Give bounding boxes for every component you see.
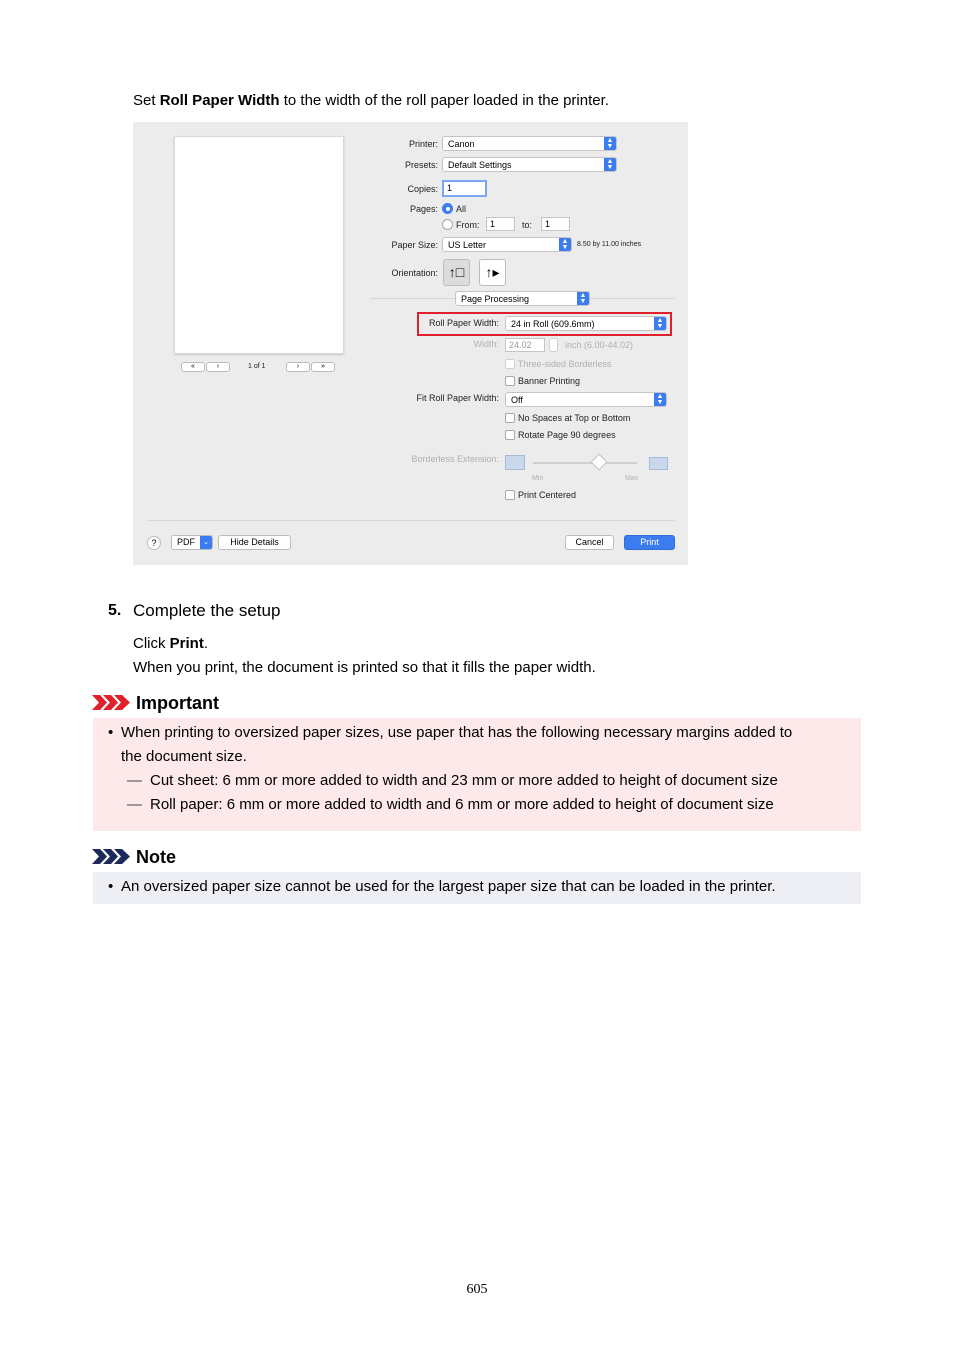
- step-line-1-bold: Print: [169, 635, 204, 652]
- copies-label: Copies:: [407, 184, 438, 194]
- prev-page-button[interactable]: ‹: [206, 362, 230, 372]
- intro-suffix: to the width of the roll paper loaded in the printer.: [279, 92, 609, 109]
- step-line-2: When you print, the document is printed so that it fills the paper width.: [133, 659, 596, 676]
- printer-label: Printer:: [408, 139, 438, 149]
- first-page-button[interactable]: «: [181, 362, 205, 372]
- note-bullet: •: [108, 878, 114, 895]
- width-label: Width:: [473, 339, 499, 349]
- step-title: Complete the setup: [133, 601, 281, 620]
- page-preview: [174, 136, 344, 354]
- important-bullet: •: [108, 724, 114, 741]
- rotate-label: Rotate Page 90 degrees: [518, 430, 616, 440]
- bottom-separator: [147, 520, 675, 521]
- intro-bold: Roll Paper Width: [159, 92, 280, 109]
- extension-slider[interactable]: [533, 462, 637, 464]
- orientation-label: Orientation:: [391, 268, 438, 278]
- no-spaces-label: No Spaces at Top or Bottom: [518, 413, 631, 423]
- pages-from-radio[interactable]: [442, 219, 453, 230]
- three-sided-label: Three-sided Borderless: [518, 359, 612, 369]
- rotate-checkbox[interactable]: [505, 430, 515, 440]
- max-extension-icon: [649, 457, 668, 470]
- presets-value: Default Settings: [448, 160, 512, 170]
- pages-label: Pages:: [409, 204, 438, 214]
- important-dash-1: —: [127, 772, 142, 789]
- from-field[interactable]: 1: [486, 217, 515, 231]
- step-line-1-prefix: Click: [133, 635, 170, 652]
- print-button[interactable]: Print: [624, 535, 675, 550]
- important-text-line-1: When printing to oversized paper sizes, use paper that has the following necessary margins added to: [121, 724, 793, 741]
- important-dash-2: —: [127, 796, 142, 813]
- copies-field[interactable]: 1: [442, 180, 487, 197]
- pages-from-label: From:: [456, 220, 480, 230]
- section-value: Page Processing: [461, 294, 530, 304]
- printer-value: Canon: [448, 139, 475, 149]
- slider-max: Max: [625, 475, 639, 482]
- last-page-button[interactable]: »: [311, 362, 335, 372]
- print-centered-checkbox[interactable]: [505, 490, 515, 500]
- important-text-line-2: the document size.: [121, 748, 247, 765]
- slider-min: Min: [532, 475, 544, 482]
- step-line-1: [133, 634, 208, 654]
- updown-icon: ▲ ▼: [577, 292, 589, 305]
- important-sub-2: Roll paper: 6 mm or more added to width and 6 mm or more added to height of document size: [150, 796, 774, 813]
- to-field[interactable]: 1: [541, 217, 570, 231]
- slider-thumb[interactable]: [591, 454, 608, 471]
- chevron-down-icon: ⌄: [200, 536, 212, 549]
- paper-size-value: US Letter: [448, 240, 487, 250]
- paper-size-select[interactable]: [442, 237, 572, 252]
- printer-select[interactable]: [442, 136, 617, 151]
- banner-label: Banner Printing: [518, 376, 581, 386]
- cancel-button[interactable]: Cancel: [565, 535, 614, 550]
- print-centered-label: Print Centered: [518, 490, 577, 500]
- width-unit: inch (6.00-44.02): [565, 340, 634, 350]
- fit-value: Off: [511, 395, 523, 405]
- landscape-button[interactable]: [479, 259, 506, 286]
- banner-checkbox[interactable]: [505, 376, 515, 386]
- fit-select[interactable]: [505, 392, 667, 407]
- important-arrows-icon: [92, 694, 132, 711]
- landscape-icon: ↑▸: [485, 264, 500, 280]
- pdf-button[interactable]: [171, 535, 213, 550]
- updown-icon: ▲ ▼: [604, 137, 616, 150]
- roll-width-select[interactable]: [505, 316, 667, 331]
- roll-width-label: Roll Paper Width:: [428, 318, 499, 328]
- roll-width-value: 24 in Roll (609.6mm): [511, 319, 595, 329]
- important-sub-1: Cut sheet: 6 mm or more added to width and 23 mm or more added to height of document size: [150, 772, 778, 789]
- no-spaces-checkbox[interactable]: [505, 413, 515, 423]
- paper-size-label: Paper Size:: [391, 240, 438, 250]
- three-sided-checkbox[interactable]: [505, 359, 515, 369]
- paper-size-dims: 8.50 by 11.00 inches: [577, 241, 642, 248]
- updown-icon: ▲ ▼: [559, 238, 571, 251]
- help-button[interactable]: ?: [147, 536, 161, 550]
- pages-all-label: All: [456, 204, 467, 214]
- fit-label: Fit Roll Paper Width:: [416, 393, 499, 403]
- intro-prefix: Set: [133, 92, 160, 109]
- width-stepper[interactable]: [549, 338, 558, 352]
- hide-details-button[interactable]: Hide Details: [218, 535, 291, 550]
- updown-icon: ▲ ▼: [654, 317, 666, 330]
- min-extension-icon: [505, 455, 525, 470]
- updown-icon: ▲ ▼: [654, 393, 666, 406]
- note-text: An oversized paper size cannot be used for the largest paper size that can be loaded in the printer.: [121, 878, 776, 895]
- print-dialog: [133, 122, 688, 565]
- section-select[interactable]: [455, 291, 590, 306]
- note-title: Note: [136, 847, 176, 867]
- pages-all-radio[interactable]: [442, 203, 453, 214]
- step-line-1-suffix: .: [203, 635, 209, 652]
- page-count: 1 of 1: [248, 363, 266, 370]
- step-number: 5.: [108, 602, 122, 619]
- pages-to-label: to:: [522, 220, 533, 230]
- borderless-label: Borderless Extension:: [411, 454, 499, 464]
- presets-label: Presets:: [404, 160, 438, 170]
- pdf-label: PDF: [177, 537, 195, 547]
- important-title: Important: [136, 693, 219, 713]
- updown-icon: ▲ ▼: [604, 158, 616, 171]
- portrait-icon: ↑□: [448, 264, 465, 280]
- note-arrows-icon: [92, 848, 132, 865]
- page-number: 605: [466, 1282, 488, 1297]
- presets-select[interactable]: [442, 157, 617, 172]
- intro-text: [133, 91, 609, 111]
- portrait-button[interactable]: [443, 259, 470, 286]
- width-field[interactable]: 24.02: [505, 338, 545, 352]
- next-page-button[interactable]: ›: [286, 362, 310, 372]
